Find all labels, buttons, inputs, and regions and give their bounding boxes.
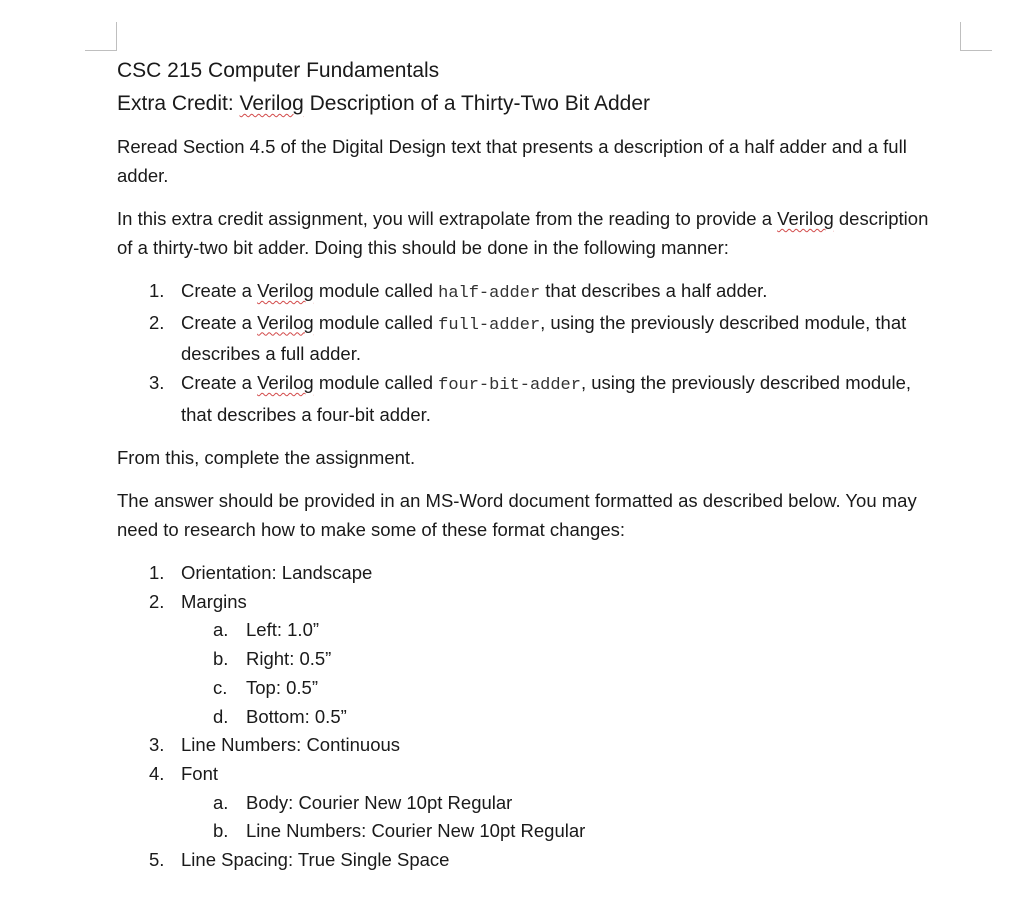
sublist-item: b. Right: 0.5” <box>213 648 332 670</box>
sublist-item: a. Body: Courier New 10pt Regular <box>213 791 513 813</box>
font-sublist <box>181 789 947 846</box>
instructions-paragraph: In this extra credit assignment, you will extrapolate from the reading to provide a Verilog description of a thirty-two bit adder. Doing this should be done in the following manner: <box>117 208 929 258</box>
list-item: 3. Line Numbers: Continuous <box>149 734 401 756</box>
module-name-code: full-adder <box>438 315 541 335</box>
spellcheck-word[interactable]: Verilog <box>257 280 314 301</box>
format-intro-paragraph: The answer should be provided in an MS-Word document formatted as described below. You may need to research how to make some of these format changes: <box>117 490 917 540</box>
module-name-code: half-adder <box>438 284 541 303</box>
spellcheck-word[interactable]: Verilog <box>257 372 314 394</box>
list-item: 5. Line Spacing: True Single Space <box>149 849 450 871</box>
spellcheck-word[interactable]: Verilog <box>777 208 834 229</box>
list-item: 1. Create a Verilog module called half-adder that describes a half adder. <box>149 280 768 303</box>
spellcheck-word[interactable]: Verilog <box>239 92 304 115</box>
steps-list <box>117 277 947 430</box>
list-item: 2. Create a Verilog module called full-adder, using the previously described module, that describes a full adder. <box>149 311 907 365</box>
completion-paragraph: From this, complete the assignment. <box>117 446 416 468</box>
list-item: 2. Margins a. Left: 1.0” b. Right: 0.5” c. Top: 0.5” d. Bottom: 0.5” <box>117 588 947 732</box>
list-item: 3. Create a Verilog module called four-bit-adder, using the previously described module, that describes a four-bit adder. <box>149 372 912 425</box>
reread-paragraph: Reread Section 4.5 of the Digital Design text that presents a description of a half adder and a full adder. <box>117 136 907 186</box>
list-item: 1. Orientation: Landscape <box>149 562 373 584</box>
sublist-item: b. Line Numbers: Courier New 10pt Regular <box>213 820 586 842</box>
margins-sublist <box>181 616 947 731</box>
format-list <box>117 559 947 875</box>
sublist-item: a. Left: 1.0” <box>213 619 320 641</box>
assignment-title: Extra Credit: Verilog Description of a Thirty-Two Bit Adder <box>117 92 651 115</box>
module-name-code: four-bit-adder <box>438 376 581 396</box>
list-item: 4. Font a. Body: Courier New 10pt Regular b. Line Numbers: Courier New 10pt Regular <box>117 760 947 846</box>
spellcheck-word[interactable]: Verilog <box>257 311 314 333</box>
page-corner-mark-top-right <box>960 22 992 51</box>
document-body[interactable] <box>117 54 947 875</box>
page-corner-mark-top-left <box>85 22 117 51</box>
sublist-item: d. Bottom: 0.5” <box>213 705 347 727</box>
sublist-item: c. Top: 0.5” <box>213 676 318 698</box>
course-title: CSC 215 Computer Fundamentals <box>117 59 440 82</box>
